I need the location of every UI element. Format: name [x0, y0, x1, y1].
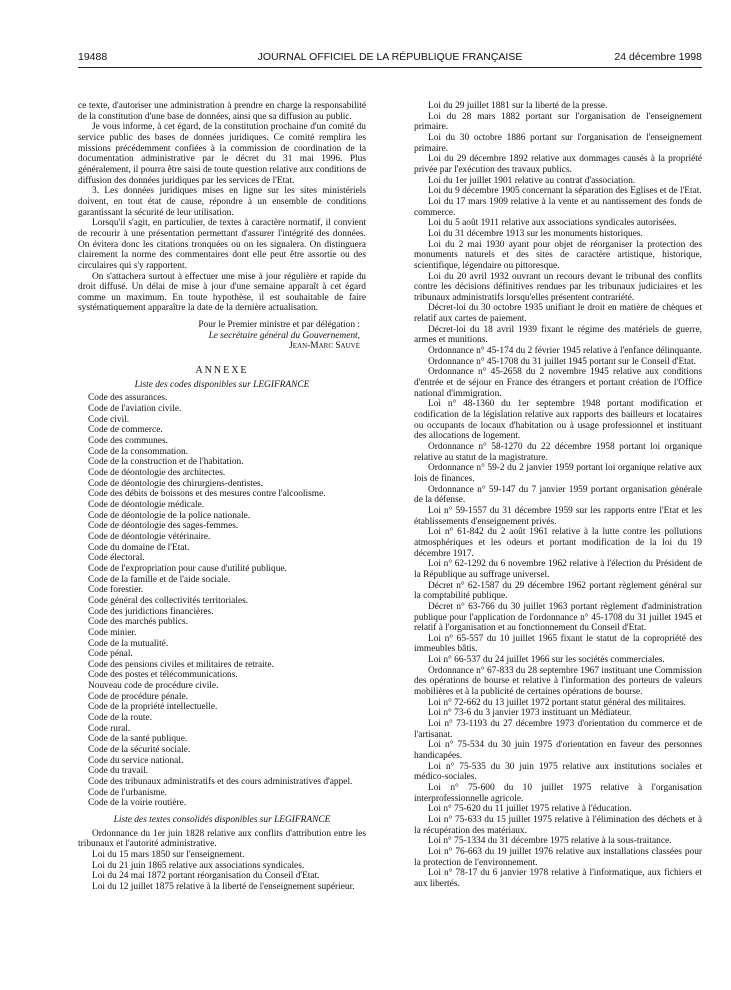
list-item: Loi n° 61-842 du 2 août 1961 relative à la lutte contre les pollutions atmosphériques et les odeurs et portant modification de la loi du 19 décembre 1917.: [414, 527, 702, 559]
list-item: Code de la construction et de l'habitation.: [88, 457, 244, 468]
list-item: Loi du 9 décembre 1905 concernant la séparation des Eglises et de l'Etat.: [428, 186, 702, 197]
list-item: Loi du 1er juillet 1901 relative au contrat d'association.: [428, 175, 636, 186]
list-item: Code de l'aviation civile.: [88, 404, 182, 415]
list-item: Loi n° 76-663 du 19 juillet 1976 relative aux installations classées pour la protection de l'environnement.: [414, 846, 702, 868]
list-item: Loi du 20 avril 1932 ouvrant un recours devant le tribunal des conflits contre les décisions définitives rendues par les tribunaux judiciaires et les tribunaux administratifs lorsqu'elles présentent contrariété.: [414, 271, 702, 303]
list-item: Ordonnance n° 45-174 du 2 février 1945 relative à l'enfance délinquante.: [428, 346, 702, 357]
list-item: Ordonnance n° 45-2658 du 2 novembre 1945 relative aux conditions d'entrée et de séjour en France des étrangers et portant création de l'Office national d'immigration.: [414, 367, 702, 399]
list-item: Décret-loi du 18 avril 1939 fixant le régime des matériels de guerre, armes et munitions.: [414, 324, 702, 346]
list-item: Code rural.: [88, 723, 131, 734]
list-item: Nouveau code de procédure civile.: [88, 681, 219, 692]
list-item: Code des juridictions financières.: [88, 606, 214, 617]
list-item: Loi n° 75-620 du 11 juillet 1975 relative à l'éducation.: [428, 804, 632, 815]
list-item: Code de la route.: [88, 713, 153, 724]
list-item: Loi du 21 juin 1865 relative aux associations syndicales.: [92, 860, 305, 871]
left-column: [78, 101, 366, 893]
list-item: Loi du 12 juillet 1875 relative à la liberté de l'enseignement supérieur.: [92, 881, 355, 892]
list-item: Loi n° 66-537 du 24 juillet 1966 sur les sociétés commerciales.: [428, 655, 665, 666]
list-item: Code de déontologie des chirurgiens-dentistes.: [88, 478, 264, 489]
list-item: Loi du 24 mai 1872 portant réorganisation du Conseil d'Etat.: [92, 871, 320, 882]
list-item: Loi n° 75-534 du 30 juin 1975 d'orientation en faveur des personnes handicapées.: [414, 740, 702, 762]
list-item: Code des assurances.: [88, 393, 168, 404]
paragraph: On s'attachera surtout à effectuer une mise à jour régulière et rapide du droit diffusé. Un délai de mise à jour d'une semaine apparaît à cet égard comme un maximum. En toute hypothèse, il est souhaitable de faire systématiquement apparaître la date de la dernière actualisation.: [78, 271, 366, 314]
list-item: Loi du 2 mai 1930 ayant pour objet de réorganiser la protection des monuments naturels et des sites de caractère artistique, historique, scientifique, légendaire ou pittoresque.: [414, 239, 702, 271]
list-item: Loi n° 72-662 du 13 juillet 1972 portant statut général des militaires.: [428, 697, 686, 708]
paragraph: Lorsqu'il s'agit, en particulier, de textes à caractère normatif, il convient de recourir à une présentation permettant d'assurer l'intégrité des données. On évitera donc les citations tronquées ou on les signalera. On distinguera clairement la norme des commentaires dont elle peut être assortie ou des circulaires qui s'y rapportent.: [78, 218, 366, 271]
list-item: Code de la consommation.: [88, 446, 188, 457]
list-item: Loi n° 62-1292 du 6 novembre 1962 relative à l'élection du Président de la République au suffrage universel.: [414, 559, 702, 580]
texts-list: [78, 829, 366, 893]
signature-name: Jean-Marc Sauvé: [289, 341, 360, 352]
list-item: Décret n° 63-766 du 30 juillet 1963 portant règlement d'administration publique pour l'application de l'ordonnance n° 45-1708 du 31 juillet 1945 et relatif à l'organisation et au fonctionnement du Conseil d'Etat.: [414, 601, 702, 634]
list-item: Code de commerce.: [88, 425, 163, 436]
list-item: Loi du 31 décembre 1913 sur les monuments historiques.: [428, 228, 643, 239]
list-item: Loi n° 75-535 du 30 juin 1975 relative aux institutions sociales et médico-sociales.: [414, 761, 702, 783]
list-item: Code du domaine de l'Etat.: [88, 542, 190, 553]
list-item: Ordonnance n° 45-1708 du 31 juillet 1945 portant sur le Conseil d'Etat.: [428, 356, 696, 367]
list-item: Loi n° 73-6 du 3 janvier 1973 instituant un Médiateur.: [428, 708, 632, 719]
list-item: Code de l'urbanisme.: [88, 787, 168, 798]
list-item: Code des débits de boissons et des mesures contre l'alcoolisme.: [88, 489, 326, 500]
list-item: Code de la famille et de l'aide sociale.: [88, 574, 231, 585]
codes-list-title: Liste des codes disponibles sur LEGIFRANCE: [134, 379, 310, 390]
codes-list: [78, 393, 366, 809]
list-item: Code de la voirie routière.: [88, 798, 187, 809]
list-item: Loi n° 73-1193 du 27 décembre 1973 d'orientation du commerce et de l'artisanat.: [414, 719, 702, 740]
list-item: Loi n° 59-1557 du 31 décembre 1959 sur les rapports entre l'Etat et les établissements d'enseignement privés.: [414, 505, 702, 527]
list-item: Loi n° 75-1334 du 31 décembre 1975 relative à la sous-traitance.: [428, 836, 672, 847]
list-item: Code général des collectivités territoriales.: [88, 595, 249, 606]
list-item: Loi du 28 mars 1882 portant sur l'organisation de l'enseignement primaire.: [414, 111, 702, 133]
list-item: Code de la mutualité.: [88, 638, 169, 649]
list-item: Loi du 29 décembre 1892 relative aux dommages causés à la propriété privée par l'exécution des travaux publics.: [414, 154, 702, 175]
list-item: Loi du 17 mars 1909 relative à la vente et au nantissement des fonds de commerce.: [414, 196, 702, 218]
list-item: Code des pensions civiles et militaires de retraite.: [88, 659, 274, 670]
list-item: Code de l'expropriation pour cause d'utilité publique.: [88, 563, 287, 574]
list-item: Ordonnance n° 58-1270 du 22 décembre 1958 portant loi organique relative au statut de la magistrature.: [414, 442, 702, 463]
list-item: Décret-loi du 30 octobre 1935 unifiant le droit en matière de chèques et relatif aux cartes de paiement.: [414, 303, 702, 325]
page-header: [78, 51, 702, 67]
list-item: Loi n° 75-600 du 10 juillet 1975 relative à l'organisation interprofessionnelle agricole.: [414, 783, 702, 804]
list-item: Code électoral.: [88, 553, 145, 564]
list-item: Code du service national.: [88, 755, 184, 766]
annexe-heading: ANNEXE: [195, 365, 249, 377]
page-number: 19488: [78, 51, 108, 63]
list-item: Code des postes et télécommunications.: [88, 670, 238, 681]
texts-list-title: Liste des textes consolidés disponibles sur LEGIFRANCE: [113, 815, 331, 825]
list-item: Loi du 30 octobre 1886 portant sur l'organisation de l'enseignement primaire.: [414, 132, 702, 154]
paragraph: ce texte, d'autoriser une administration à prendre en charge la responsabilité de la constitution d'une base de données, ainsi que sa diffusion au public.: [78, 101, 366, 122]
list-item: Loi n° 78-17 du 6 janvier 1978 relative à l'informatique, aux fichiers et aux libertés.: [414, 868, 702, 889]
list-item: Code de déontologie des sages-femmes.: [88, 521, 239, 532]
right-column: [414, 101, 702, 890]
list-item: Code de procédure pénale.: [88, 691, 188, 702]
list-item: Loi n° 48-1360 du 1er septembre 1948 portant modification et codification de la législation relative aux rapports des bailleurs et locataires ou occupants de locaux d'habitation ou à usage professionnel et instituant des allocations de logement.: [414, 399, 702, 442]
list-item: Loi du 15 mars 1850 sur l'enseignement.: [92, 849, 245, 860]
issue-date: 24 décembre 1998: [614, 51, 702, 63]
list-item: Ordonnance n° 59-147 du 7 janvier 1959 portant organisation générale de la défense.: [414, 484, 702, 506]
list-item: Code du travail.: [88, 766, 149, 777]
list-item: Ordonnance du 1er juin 1828 relative aux conflits d'attribution entre les tribunaux et l'autorité administrative.: [78, 828, 366, 850]
list-item: Loi n° 65-557 du 10 juillet 1965 fixant le statut de la copropriété des immeubles bâtis.: [414, 633, 702, 655]
list-item: Loi du 5 août 1911 relative aux associations syndicales autorisées.: [428, 218, 677, 229]
list-item: Code de la sécurité sociale.: [88, 745, 191, 756]
list-item: Loi n° 75-633 du 15 juillet 1975 relative à l'élimination des déchets et à la récupération des matériaux.: [414, 814, 702, 836]
list-item: Code forestier.: [88, 585, 144, 596]
list-item: Code de déontologie de la police nationale.: [88, 510, 251, 521]
list-item: Code de déontologie médicale.: [88, 499, 205, 510]
list-item: Code de la propriété intellectuelle.: [88, 702, 218, 713]
list-item: Loi du 29 juillet 1881 sur la liberté de la presse.: [428, 101, 608, 111]
signature-line: Pour le Premier ministre et par délégation :: [198, 320, 360, 331]
list-item: Code minier.: [88, 627, 137, 638]
header-rule: [78, 67, 702, 68]
list-item: Code de la santé publique.: [88, 734, 188, 745]
list-item: Code pénal.: [88, 649, 133, 660]
list-item: Code de déontologie vétérinaire.: [88, 531, 211, 542]
list-item: Code des marchés publics.: [88, 617, 188, 628]
paragraph: Je vous informe, à cet égard, de la constitution prochaine d'un comité du service public des bases de données juridiques. Ce comité remplira les missions précédemment confiées à la commission de coordination de la documentation administrative par le décret du 31 mai 1996. Plus généralement, il pourra être saisi de toute question relative aux conditions de diffusion des données juridiques par les services de l'Etat.: [78, 122, 366, 186]
list-item: Ordonnance n° 67-833 du 28 septembre 1967 instituant une Commission des opérations de bourse et relative à l'information des porteurs de valeurs mobilières et à la publicité de certaines opérations de bourse.: [414, 665, 702, 698]
list-item: Code de déontologie des architectes.: [88, 468, 226, 478]
paragraph: 3. Les données juridiques mises en ligne sur les sites ministériels doivent, en tout état de cause, répondre à un ensemble de conditions garantissant la sécurité de leur utilisation.: [78, 186, 366, 218]
signature-title: Le secrétaire général du Gouvernement,: [208, 330, 360, 341]
list-item: Code des tribunaux administratifs et des cours administratives d'appel.: [88, 777, 353, 788]
list-item: Décret n° 62-1587 du 29 décembre 1962 portant règlement général sur la comptabilité publique.: [414, 580, 702, 602]
list-item: Ordonnance n° 59-2 du 2 janvier 1959 portant loi organique relative aux lois de finances.: [414, 463, 702, 484]
journal-title: JOURNAL OFFICIEL DE LA RÉPUBLIQUE FRANÇAISE: [257, 51, 523, 63]
list-item: Code civil.: [88, 414, 130, 425]
list-item: Code des communes.: [88, 436, 168, 447]
